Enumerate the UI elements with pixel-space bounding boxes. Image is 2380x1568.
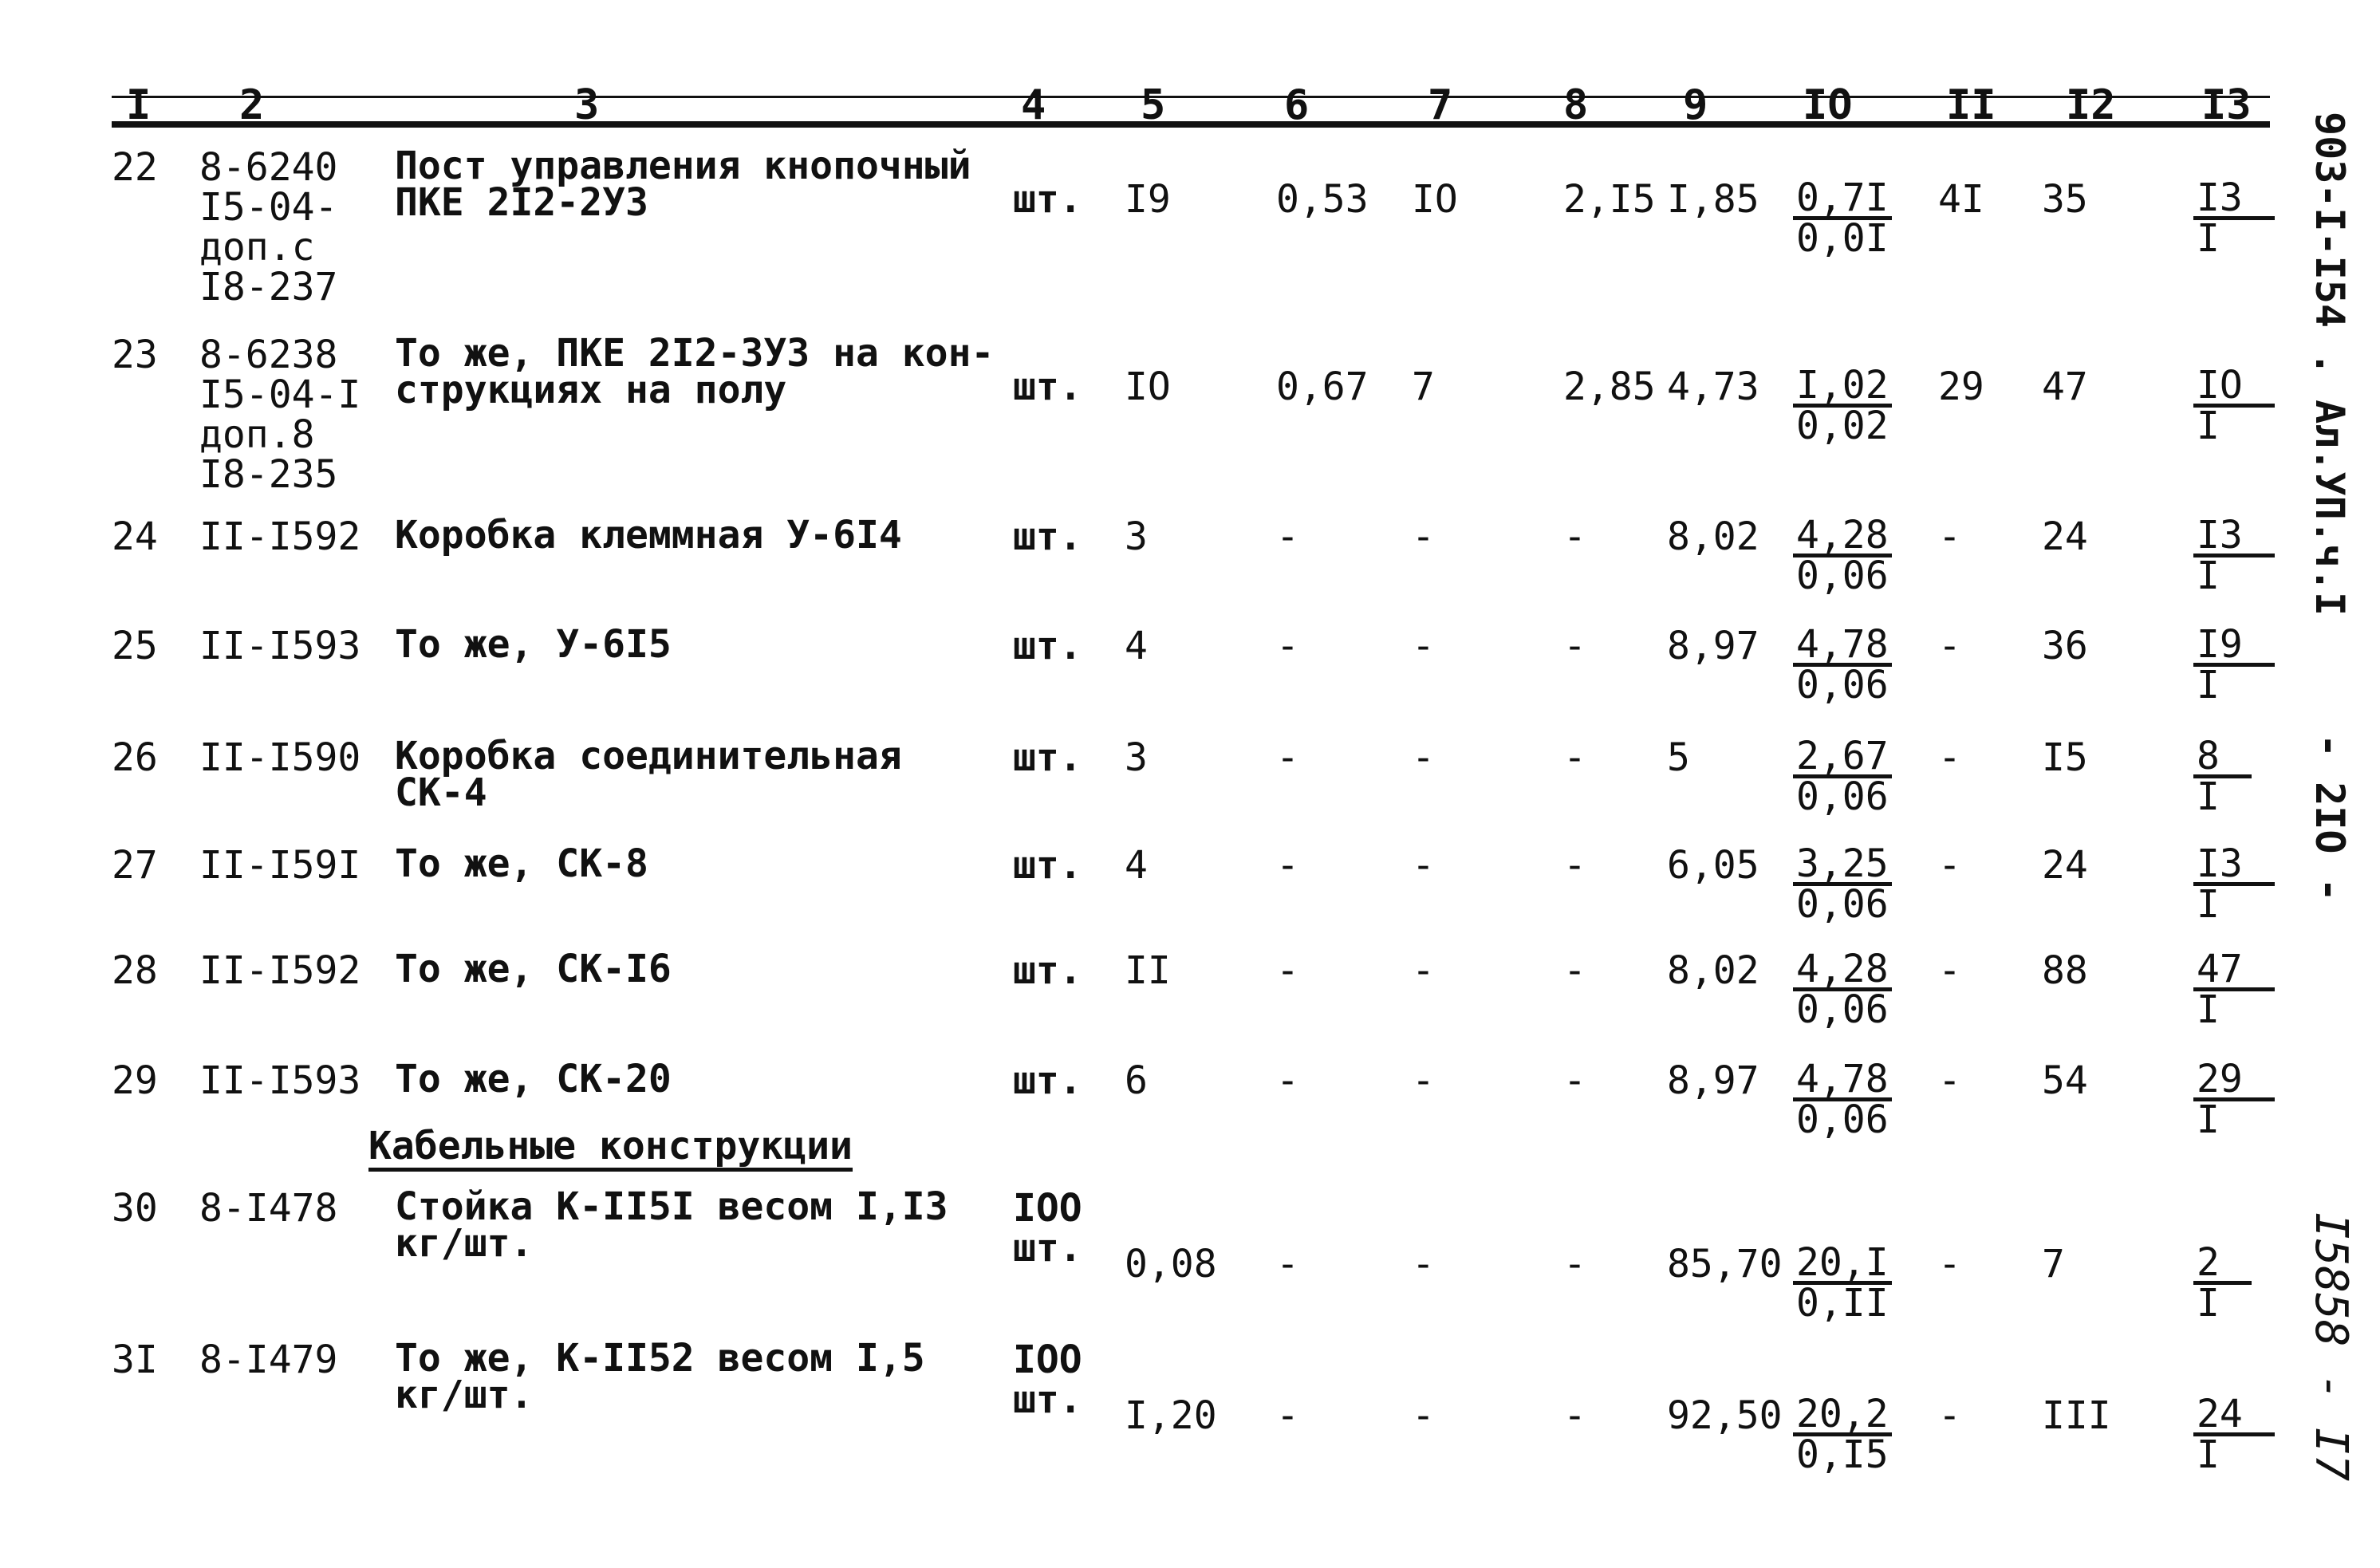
row-unit: IOO шт. (1013, 1186, 1082, 1271)
fraction-numerator: 29 (2193, 1061, 2275, 1101)
row-col13-fraction (2193, 1240, 2252, 1326)
row-col5: 3 (1125, 514, 1148, 559)
row-col10-fraction (1793, 1392, 1892, 1477)
fraction-denominator: 0,I5 (1796, 1432, 1889, 1477)
fraction-denominator: 0,06 (1796, 1097, 1889, 1142)
row-col11: - (1938, 1242, 1961, 1286)
fraction-denominator: 0,02 (1796, 404, 1889, 448)
row-unit: шт. (1013, 948, 1082, 993)
row-name: То же, СК-20 (395, 1057, 672, 1101)
fraction-numerator: 2,67 (1793, 738, 1892, 778)
fraction-denominator: I (2197, 1432, 2220, 1477)
row-col10-fraction (1793, 175, 1892, 261)
row-col12: III (2042, 1393, 2111, 1438)
row-col7: - (1412, 1393, 1435, 1438)
row-col8: - (1563, 624, 1586, 668)
row-col8: - (1563, 1242, 1586, 1286)
row-col11: - (1938, 1058, 1961, 1103)
row-number: 28 (112, 948, 158, 993)
row-col9: I,85 (1667, 177, 1759, 222)
row-col11: - (1938, 948, 1961, 993)
row-unit: шт. (1013, 735, 1082, 780)
side-archive-number: I5858 - I7 (2305, 1212, 2357, 1482)
row-col11: - (1938, 1393, 1961, 1438)
row-name: Стойка К-II5I весом I,I3 кг/шт. (395, 1184, 948, 1266)
row-col9: 8,02 (1667, 948, 1759, 993)
row-col7: - (1412, 843, 1435, 888)
row-col7: - (1412, 514, 1435, 559)
section-title: Кабельные конструкции (368, 1125, 853, 1172)
fraction-numerator: 20,2 (1793, 1396, 1892, 1436)
fraction-denominator: I (2197, 663, 2220, 707)
row-col7: - (1412, 1058, 1435, 1103)
header-col-10: IO (1803, 81, 1853, 129)
header-col-1: I (126, 81, 152, 129)
fraction-denominator: 0,06 (1796, 987, 1889, 1032)
row-col13-fraction (2193, 734, 2252, 819)
fraction-numerator: 3,25 (1793, 845, 1892, 886)
row-code: II-I593 (199, 1058, 361, 1103)
header-col-12: I2 (2066, 81, 2116, 129)
row-number: 3I (112, 1338, 158, 1382)
row-col6: 0,67 (1276, 364, 1369, 409)
fraction-numerator: 4,28 (1793, 517, 1892, 557)
row-name: То же, У-6I5 (395, 622, 672, 667)
row-col9: 6,05 (1667, 843, 1759, 888)
fraction-denominator: I (2197, 554, 2220, 598)
row-col8: - (1563, 1393, 1586, 1438)
row-col6: - (1276, 514, 1299, 559)
row-col8: - (1563, 735, 1586, 780)
fraction-numerator: 0,7I (1793, 179, 1892, 220)
fraction-numerator: 4,28 (1793, 951, 1892, 991)
row-col9: 85,70 (1667, 1242, 1783, 1286)
row-unit: шт. (1013, 364, 1082, 409)
row-number: 27 (112, 843, 158, 888)
row-col6: - (1276, 948, 1299, 993)
header-col-11: II (1946, 81, 1996, 129)
row-code: 8-6240 I5-04- доп.с I8-237 (199, 145, 338, 309)
row-col7: IO (1412, 177, 1458, 222)
row-col6: - (1276, 624, 1299, 668)
row-col12: 24 (2042, 843, 2088, 888)
fraction-numerator: I3 (2193, 845, 2275, 886)
row-code: II-I590 (199, 735, 361, 780)
row-name: То же, К-II52 весом I,5 кг/шт. (395, 1336, 925, 1417)
row-number: 26 (112, 735, 158, 780)
fraction-denominator: I (2197, 1281, 2220, 1326)
row-col9: 8,02 (1667, 514, 1759, 559)
header-col-6: 6 (1284, 81, 1310, 129)
fraction-denominator: 0,06 (1796, 554, 1889, 598)
row-unit: шт. (1013, 1058, 1082, 1103)
header-col-7: 7 (1428, 81, 1453, 129)
fraction-denominator: 0,0I (1796, 216, 1889, 261)
row-col6: - (1276, 843, 1299, 888)
row-name: То же, ПКЕ 2I2-3УЗ на кон- струкциях на полу (395, 331, 995, 412)
row-col5: IO (1125, 364, 1171, 409)
row-col7: - (1412, 735, 1435, 780)
row-col11: 4I (1938, 177, 1984, 222)
row-number: 24 (112, 514, 158, 559)
fraction-denominator: I (2197, 216, 2220, 261)
row-number: 22 (112, 145, 158, 190)
row-col9: 4,73 (1667, 364, 1759, 409)
row-col5: II (1125, 948, 1171, 993)
row-col11: - (1938, 514, 1961, 559)
row-unit: шт. (1013, 514, 1082, 559)
row-name: Коробка клеммная У-6I4 (395, 513, 902, 557)
row-number: 25 (112, 624, 158, 668)
row-code: II-I59I (199, 843, 361, 888)
row-name: То же, СК-8 (395, 841, 648, 886)
fraction-denominator: I (2197, 987, 2220, 1032)
header-col-4: 4 (1021, 81, 1046, 129)
row-col8: - (1563, 1058, 1586, 1103)
row-col8: - (1563, 514, 1586, 559)
row-number: 23 (112, 333, 158, 377)
row-unit: шт. (1013, 624, 1082, 668)
row-code: 8-6238 I5-04-I доп.8 I8-235 (199, 333, 361, 497)
header-col-9: 9 (1683, 81, 1708, 129)
row-name: Пост управления кнопочный ПКЕ 2I2-2УЗ (395, 144, 971, 225)
fraction-denominator: 0,II (1796, 1281, 1889, 1326)
fraction-numerator: I3 (2193, 517, 2275, 557)
row-col12: 54 (2042, 1058, 2088, 1103)
row-col10-fraction (1793, 363, 1892, 448)
fraction-denominator: I (2197, 774, 2220, 819)
row-col13-fraction (2193, 947, 2275, 1032)
row-col9: 8,97 (1667, 1058, 1759, 1103)
row-col8: - (1563, 843, 1586, 888)
row-unit: IOO шт. (1013, 1338, 1082, 1422)
row-col5: 3 (1125, 735, 1148, 780)
row-col13-fraction (2193, 175, 2275, 261)
fraction-denominator: I (2197, 1097, 2220, 1142)
row-col11: 29 (1938, 364, 1984, 409)
row-col11: - (1938, 735, 1961, 780)
fraction-numerator: I,02 (1793, 367, 1892, 408)
row-col10-fraction (1793, 734, 1892, 819)
row-col10-fraction (1793, 1240, 1892, 1326)
row-col6: - (1276, 1393, 1299, 1438)
header-col-2: 2 (239, 81, 265, 129)
row-col12: 47 (2042, 364, 2088, 409)
row-number: 29 (112, 1058, 158, 1103)
row-col12: 36 (2042, 624, 2088, 668)
fraction-numerator: 20,I (1793, 1244, 1892, 1285)
row-col11: - (1938, 624, 1961, 668)
row-col9: 8,97 (1667, 624, 1759, 668)
row-unit: шт. (1013, 843, 1082, 888)
header-col-8: 8 (1563, 81, 1589, 129)
row-col12: 24 (2042, 514, 2088, 559)
row-col10-fraction (1793, 1057, 1892, 1142)
fraction-numerator: 8 (2193, 738, 2252, 778)
row-col13-fraction (2193, 363, 2275, 448)
row-col9: 5 (1667, 735, 1690, 780)
row-col7: - (1412, 1242, 1435, 1286)
row-code: II-I593 (199, 624, 361, 668)
header-col-5: 5 (1141, 81, 1166, 129)
row-col12: 35 (2042, 177, 2088, 222)
row-col8: 2,I5 (1563, 177, 1656, 222)
row-col9: 92,50 (1667, 1393, 1783, 1438)
fraction-numerator: IO (2193, 367, 2275, 408)
fraction-denominator: 0,06 (1796, 882, 1889, 927)
fraction-numerator: 4,78 (1793, 626, 1892, 667)
row-name: То же, СК-I6 (395, 947, 672, 991)
fraction-denominator: I (2197, 882, 2220, 927)
row-col13-fraction (2193, 513, 2275, 598)
fraction-numerator: I3 (2193, 179, 2275, 220)
row-col13-fraction (2193, 1057, 2275, 1142)
row-col5: I,20 (1125, 1393, 1217, 1438)
fraction-numerator: 47 (2193, 951, 2275, 991)
row-col8: - (1563, 948, 1586, 993)
row-col7: 7 (1412, 364, 1435, 409)
row-code: II-I592 (199, 948, 361, 993)
row-col11: - (1938, 843, 1961, 888)
row-col10-fraction (1793, 841, 1892, 927)
row-col13-fraction (2193, 1392, 2275, 1477)
row-col6: 0,53 (1276, 177, 1369, 222)
fraction-numerator: I9 (2193, 626, 2275, 667)
row-code: 8-I479 (199, 1338, 338, 1382)
side-doc-code: 903-I-I54 . Ал.УП.ч.I (2307, 112, 2353, 617)
fraction-numerator: 24 (2193, 1396, 2275, 1436)
row-col10-fraction (1793, 622, 1892, 707)
row-number: 30 (112, 1186, 158, 1231)
fraction-denominator: 0,06 (1796, 663, 1889, 707)
row-col10-fraction (1793, 947, 1892, 1032)
row-col13-fraction (2193, 622, 2275, 707)
row-col5: 0,08 (1125, 1242, 1217, 1286)
fraction-denominator: I (2197, 404, 2220, 448)
fraction-denominator: 0,06 (1796, 774, 1889, 819)
row-col13-fraction (2193, 841, 2275, 927)
header-col-13: I3 (2201, 81, 2252, 129)
row-col6: - (1276, 735, 1299, 780)
row-col12: 7 (2042, 1242, 2065, 1286)
row-col5: I9 (1125, 177, 1171, 222)
row-col6: - (1276, 1242, 1299, 1286)
row-col7: - (1412, 624, 1435, 668)
row-code: 8-I478 (199, 1186, 338, 1231)
row-unit: шт. (1013, 177, 1082, 222)
row-col8: 2,85 (1563, 364, 1656, 409)
fraction-numerator: 2 (2193, 1244, 2252, 1285)
header-col-3: 3 (574, 81, 600, 129)
row-col10-fraction (1793, 513, 1892, 598)
row-col12: 88 (2042, 948, 2088, 993)
row-col5: 6 (1125, 1058, 1148, 1103)
row-col5: 4 (1125, 843, 1148, 888)
fraction-numerator: 4,78 (1793, 1061, 1892, 1101)
row-col12: I5 (2042, 735, 2088, 780)
row-name: Коробка соединительная СК-4 (395, 734, 902, 815)
side-page-number: - 2IO - (2307, 734, 2353, 902)
row-col7: - (1412, 948, 1435, 993)
row-col6: - (1276, 1058, 1299, 1103)
row-code: II-I592 (199, 514, 361, 559)
row-col5: 4 (1125, 624, 1148, 668)
